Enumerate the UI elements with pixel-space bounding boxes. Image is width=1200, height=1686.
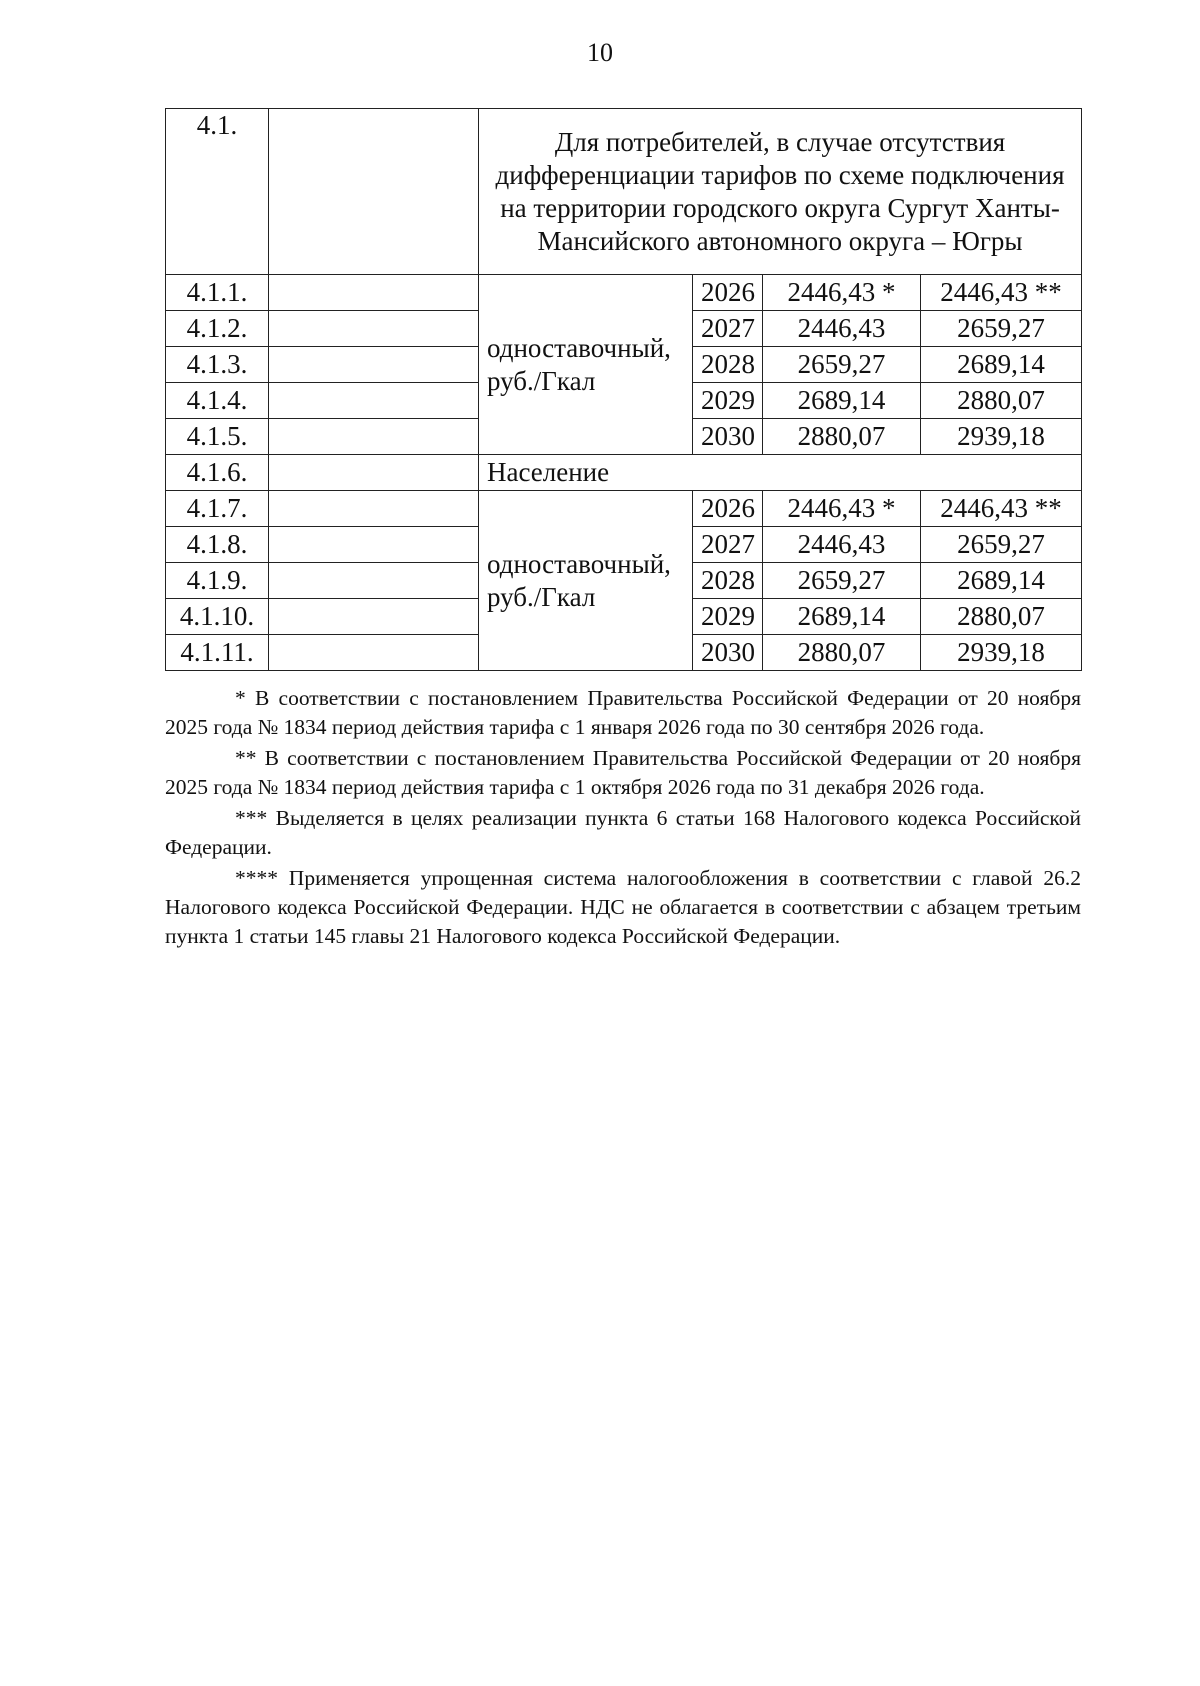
blank-cell	[269, 347, 479, 383]
row-number: 4.1.6.	[166, 455, 269, 491]
blank-cell	[269, 275, 479, 311]
tariff-h2-cell: 2880,07	[921, 383, 1082, 419]
tariff-h1-cell: 2446,43 *	[763, 491, 921, 527]
blank-cell	[269, 599, 479, 635]
tariff-h2-cell: 2689,14	[921, 563, 1082, 599]
tariff-h1-cell: 2689,14	[763, 599, 921, 635]
footnote-4: **** Применяется упрощенная система налогообложения в соответствии с главой 26.2 Налогового кодекса Российской Федерации. НДС не облагается в соответствии с абзацем третьим пункта 1 статьи 145 главы 21 Налогового кодекса Российской Федерации.	[165, 866, 1081, 948]
year-cell: 2030	[693, 635, 763, 671]
tariff-h2-cell: 2939,18	[921, 419, 1082, 455]
tariff-h2-cell: 2880,07	[921, 599, 1082, 635]
section-number: 4.1.	[166, 109, 269, 275]
year-cell: 2030	[693, 419, 763, 455]
row-number: 4.1.4.	[166, 383, 269, 419]
year-cell: 2029	[693, 599, 763, 635]
row-number: 4.1.5.	[166, 419, 269, 455]
year-cell: 2026	[693, 275, 763, 311]
tariff-h2-cell: 2659,27	[921, 527, 1082, 563]
row-number: 4.1.2.	[166, 311, 269, 347]
footnote-1: * В соответствии с постановлением Правительства Российской Федерации от 20 ноября 2025 года № 1834 период действия тарифа с 1 января 2026 года по 30 сентября 2026 года.	[165, 686, 1081, 739]
table-row	[166, 491, 1082, 527]
footnote-2: ** В соответствии с постановлением Правительства Российской Федерации от 20 ноября 2025 года № 1834 период действия тарифа с 1 октября 2026 года по 31 декабря 2026 года.	[165, 746, 1081, 799]
row-number: 4.1.8.	[166, 527, 269, 563]
blank-cell	[269, 419, 479, 455]
tariff-h2-cell: 2659,27	[921, 311, 1082, 347]
year-cell: 2028	[693, 347, 763, 383]
blank-cell	[269, 635, 479, 671]
tariff-h1-cell: 2446,43	[763, 527, 921, 563]
tariff-h1-cell: 2659,27	[763, 347, 921, 383]
row-number: 4.1.11.	[166, 635, 269, 671]
tariff-h1-cell: 2659,27	[763, 563, 921, 599]
blank-cell	[269, 527, 479, 563]
table-row	[166, 275, 1082, 311]
section-header-row	[166, 109, 1082, 275]
rate-type-label: одноставочный, руб./Гкал	[479, 275, 693, 455]
blank-cell	[269, 491, 479, 527]
tariff-h1-cell: 2446,43	[763, 311, 921, 347]
population-row	[166, 455, 1082, 491]
year-cell: 2029	[693, 383, 763, 419]
population-label: Население	[479, 455, 1082, 491]
section-heading: Для потребителей, в случае отсутствия дифференциации тарифов по схеме подключения на территории городского округа Сургут Ханты-Мансийского автономного округа – Югры	[479, 109, 1082, 275]
blank-cell	[269, 311, 479, 347]
tariff-h2-cell: 2446,43 **	[921, 275, 1082, 311]
tariff-h1-cell: 2880,07	[763, 635, 921, 671]
year-cell: 2027	[693, 527, 763, 563]
tariff-h1-cell: 2880,07	[763, 419, 921, 455]
row-number: 4.1.9.	[166, 563, 269, 599]
tariff-h2-cell: 2689,14	[921, 347, 1082, 383]
tariff-h2-cell: 2939,18	[921, 635, 1082, 671]
blank-cell	[269, 563, 479, 599]
blank-cell	[269, 109, 479, 275]
year-cell: 2026	[693, 491, 763, 527]
row-number: 4.1.7.	[166, 491, 269, 527]
row-number: 4.1.10.	[166, 599, 269, 635]
tariff-table	[165, 108, 1082, 671]
page-number: 10	[587, 38, 613, 67]
tariff-h2-cell: 2446,43 **	[921, 491, 1082, 527]
footnote-3: *** Выделяется в целях реализации пункта 6 статьи 168 Налогового кодекса Российской Федерации.	[165, 806, 1081, 859]
row-number: 4.1.3.	[166, 347, 269, 383]
row-number: 4.1.1.	[166, 275, 269, 311]
tariff-h1-cell: 2689,14	[763, 383, 921, 419]
tariff-h1-cell: 2446,43 *	[763, 275, 921, 311]
rate-type-label: одноставочный, руб./Гкал	[479, 491, 693, 671]
year-cell: 2027	[693, 311, 763, 347]
year-cell: 2028	[693, 563, 763, 599]
blank-cell	[269, 383, 479, 419]
footnotes	[165, 684, 1081, 953]
blank-cell	[269, 455, 479, 491]
